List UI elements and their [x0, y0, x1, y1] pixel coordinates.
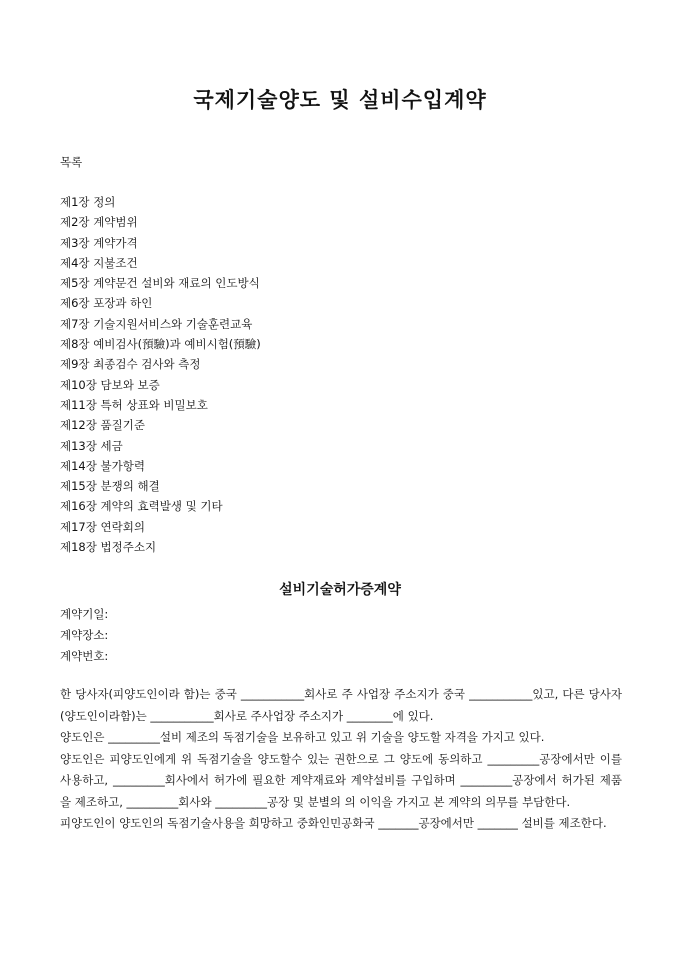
- toc-item: 제2장 계약범위: [60, 215, 138, 230]
- toc-item: 제6장 포장과 하인: [60, 296, 153, 311]
- toc-item: 제14장 불가항력: [60, 458, 145, 473]
- toc-item: 제10장 담보와 보증: [60, 377, 160, 392]
- contract-fields: [60, 604, 108, 667]
- document-title: 국제기술양도 및 설비수입계약: [193, 87, 487, 112]
- contract-number-field: 계약번호:: [60, 649, 109, 663]
- toc-item: 제4장 지불조건: [60, 255, 138, 270]
- paragraph: 양도인은 피양도인에게 위 독점기술을 양도할수 있는 권한으로 그 양도에 동의하고 _________공장에서만 이를 사용하고, _________회사에서 허가에 필요한 계약재료와 계약설비를 구입하며 _________공장에서 허가된 제품을 제조하고, _________회사와 _________공장 및 분별의 의 이익을 가지고 본 계약의 의무를 부담한다.: [60, 751, 622, 809]
- toc-item: 제16장 계약의 효력발생 및 기타: [60, 499, 223, 514]
- section-title: 설비기술허가증계약: [279, 582, 401, 598]
- toc-item: 제8장 예비검사(預驗)과 예비시험(預驗): [60, 337, 261, 352]
- table-of-contents: [60, 192, 261, 557]
- toc-item: 제11장 특허 상표와 비밀보호: [60, 397, 208, 412]
- toc-item: 제5장 계약문건 설비와 재료의 인도방식: [60, 276, 260, 291]
- paragraph: 양도인은 _________설비 제조의 독점기술을 보유하고 있고 위 기술을 양도할 자격을 가지고 있다.: [60, 730, 545, 744]
- toc-item: 제12장 품질기준: [60, 418, 145, 433]
- paragraph: 피양도인이 양도인의 독점기술사용을 희망하고 중화인민공화국 _______공장에서만 _______ 설비를 제조한다.: [60, 816, 607, 830]
- paragraph: 한 당사자(피양도인이라 함)는 중국 ___________회사로 주 사업장 주소지가 중국 ___________있고, 다른 당사자(양도인이라함)는 ___________회사로 주사업장 주소지가 ________에 있다.: [60, 687, 622, 723]
- toc-item: 제3장 계약가격: [60, 235, 138, 250]
- contract-date-field: 계약기일:: [60, 607, 109, 621]
- toc-item: 제7장 기술지원서비스와 기술훈련교육: [60, 316, 253, 331]
- toc-item: 제9장 최종검수 검사와 측정: [60, 357, 201, 372]
- toc-item: 제17장 연락회의: [60, 519, 145, 534]
- contract-place-field: 계약장소:: [60, 628, 109, 642]
- toc-item: 제15장 분쟁의 해결: [60, 479, 160, 494]
- toc-heading: 목록: [60, 155, 83, 169]
- toc-item: 제18장 법정주소지: [60, 540, 157, 555]
- contract-body: [60, 684, 622, 835]
- toc-item: 제13장 세금: [60, 438, 123, 453]
- toc-item: 제1장 정의: [60, 195, 116, 209]
